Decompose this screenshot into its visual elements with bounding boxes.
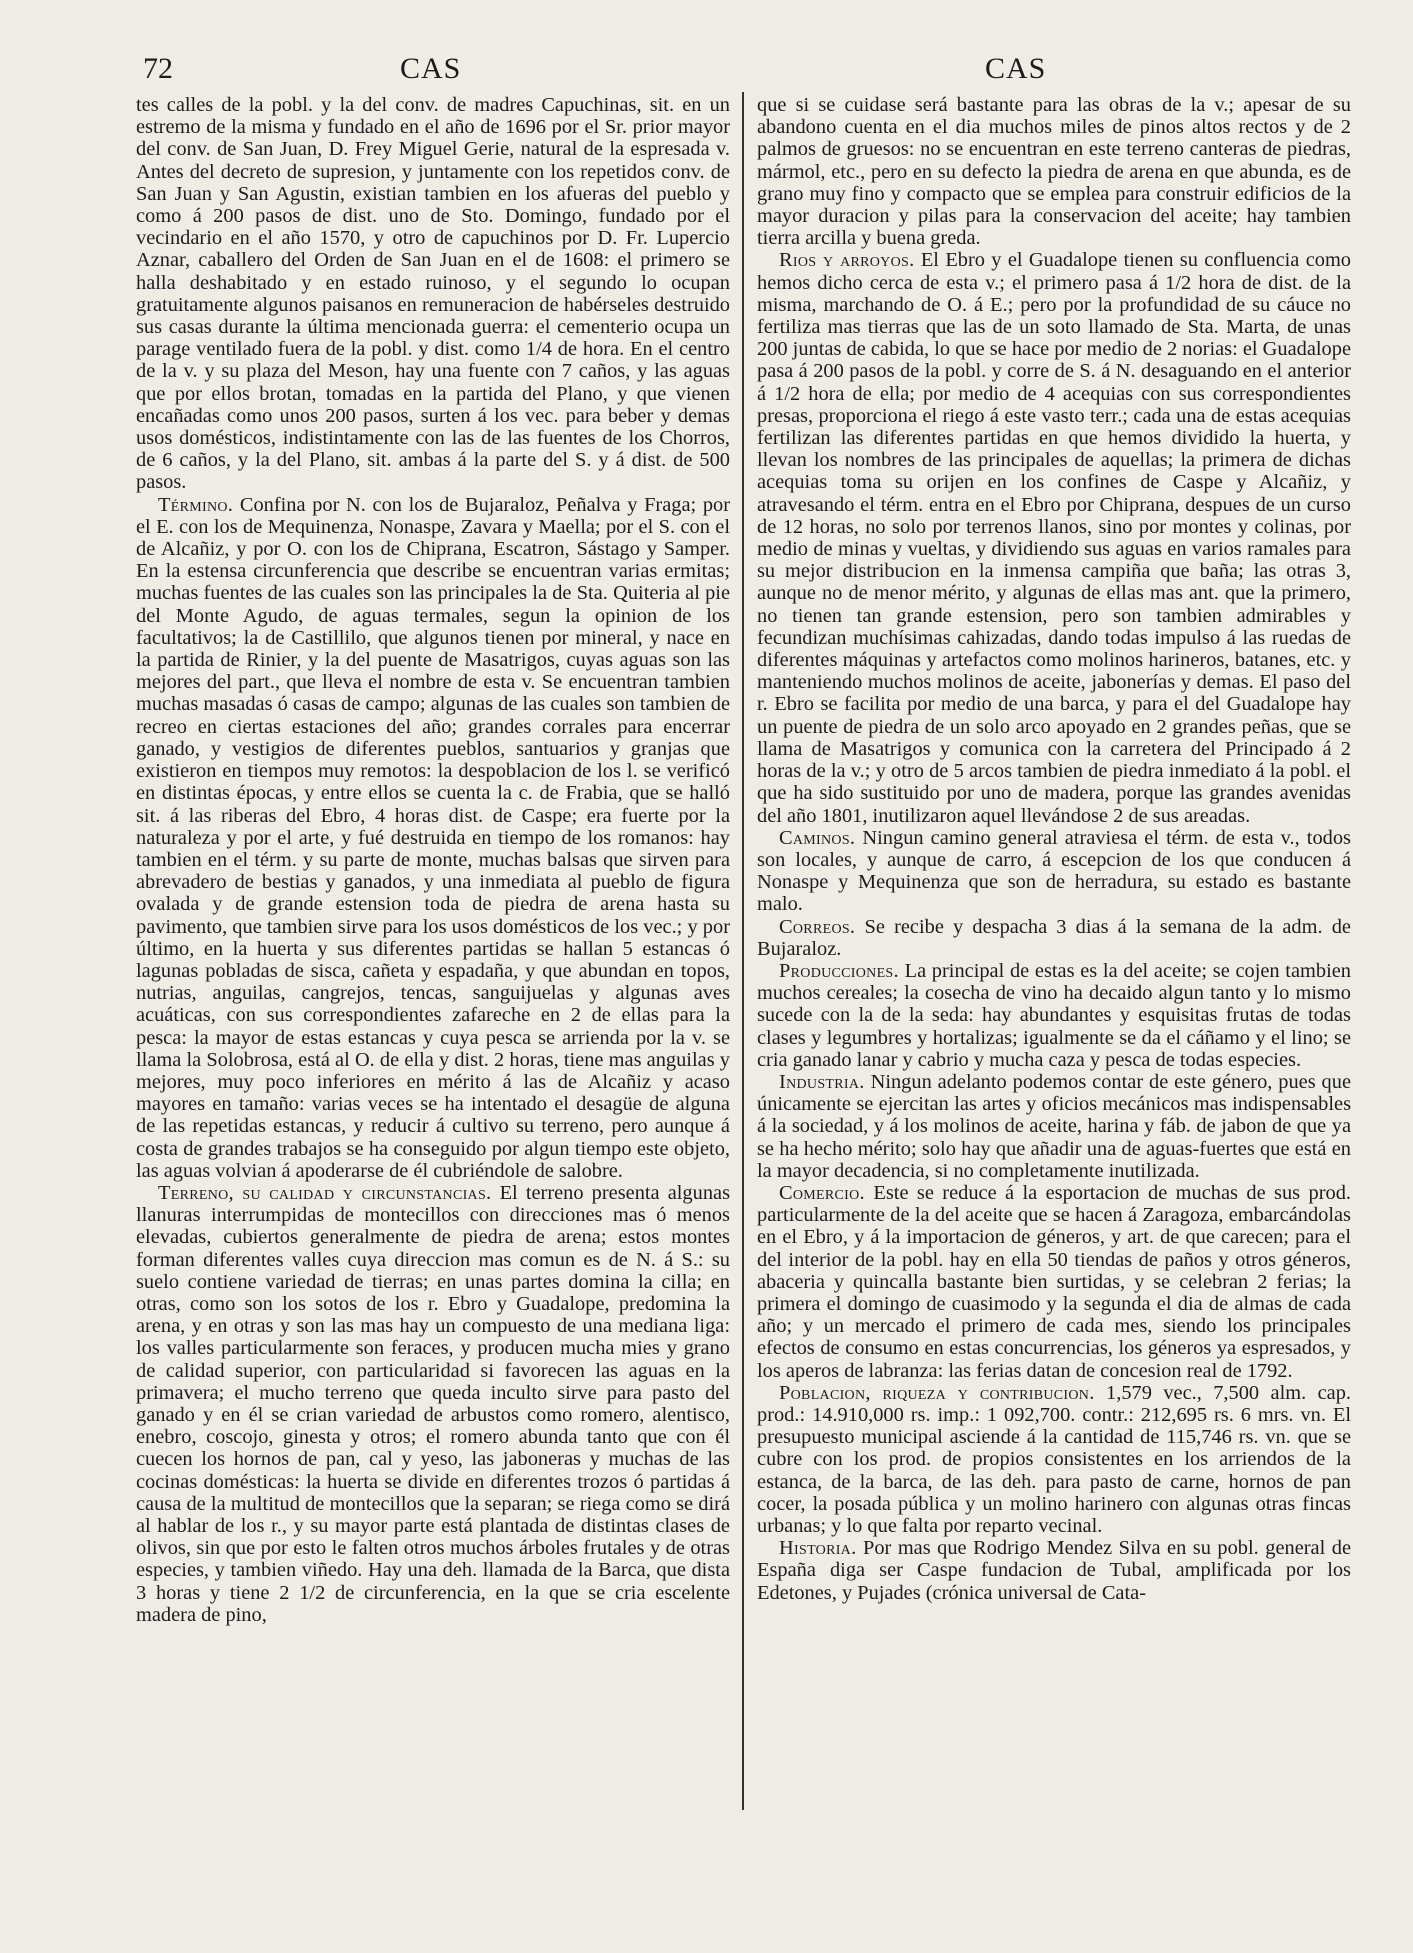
paragraph bbox=[757, 1071, 1351, 1182]
paragraph bbox=[757, 249, 1351, 826]
paragraph bbox=[136, 494, 730, 1182]
left-column bbox=[136, 94, 730, 1940]
paragraph bbox=[757, 916, 1351, 960]
paragraph bbox=[757, 827, 1351, 916]
column-divider bbox=[742, 92, 744, 1810]
paragraph-text: El Ebro y el Guadalope tienen su confluencia como hemos dicho cerca de esta v.; el primero pasa á 1/2 hora de dist. de la misma, marchando de O. á E.; pero por la profundidad de su cáuce no fertiliza mas tierras que las de un soto llamado de Sta. Marta, de unas 200 juntas de cabida, lo que se hace por medio de 2 norias: el Guadalope pasa á 200 pasos de la pobl. y corre de S. á N. desaguando en el anterior á 1/2 hora de ella; por medio de 4 acequias con sus correspondientes presas, proporciona el riego á este vasto terr.; cada una de estas acequias fertilizan las diferentes partidas en que hemos dividido la huerta, y llevan los nombres de las principales de aquellas; la primera de dichas acequias toma su orijen en los confines de Caspe y Alcañiz, y atravesando el térm. entra en el Ebro por Chiprana, despues de un curso de 12 horas, no solo por terrenos llanos, sino por montes y colinas, por medio de minas y vueltas, y dividiendo sus aguas en varios ramales para su mejor distribucion en la inmensa campiña que baña; las otras 3, aunque no de menor mérito, y algunas de ellas mas ant. que la primero, no tienen tan grande estension, pero son tambien admirables y fecundizan muchísimas cahizadas, dando todas impulso á las ruedas de diferentes máquinas y artefactos como molinos harineros, batanes, etc. y manteniendo muchos molinos de aceite, jabonerías y demas. El paso del r. Ebro se facilita por medio de una barca, y para el del Guadalope hay un puente de piedra de un solo arco apoyado en 2 grandes peñas, que se llama de Masatrigos y comunica con la carretera del Principado á 2 horas de la v.; y otro de 5 arcos tambien de piedra inmediato á la pobl. el que ha sido sustituido por uno de madera, porque las grandes avenidas del año 1801, inutilizaron aquel llevándose 2 de sus areadas. bbox=[757, 249, 1351, 827]
paragraph-text: tes calles de la pobl. y la del conv. de madres Capuchinas, sit. en un estremo de la misma y fundado en el año de 1696 por el Sr. prior mayor del conv. de San Juan, D. Frey Miguel Gerie, natural de la espresada v. Antes del decreto de supresion, y juntamente con los repetidos conv. de San Juan y San Agustin, existian tambien en los afueras del pueblo y como á 200 pasos de dist. uno de Sto. Domingo, fundado por el vecindario en el año 1570, y otro de capuchinos por D. Fr. Lupercio Aznar, caballero del Orden de San Juan en el de 1608: el primero se halla deshabitado y en estado ruinoso, y el segundo lo ocupan gratuitamente algunos paisanos en remuneracion de habérseles destruido sus casas durante la última mencionada guerra: el cementerio ocupa un parage ventilado fuera de la pobl. y dist. como 1/4 de hora. En el centro de la v. y su plaza del Meson, hay una fuente con 7 caños, y las aguas que por ellos brotan, tomadas en la partida del Plano, y que vienen encañadas como unos 200 pasos, surten á los vec. para beber y demas usos domésticos, indistintamente con las de las fuentes de los Chorros, de 6 caños, y la del Plano, sit. ambas á la parte del S. y á dist. de 500 pasos. bbox=[136, 94, 730, 494]
page-number: 72 bbox=[143, 52, 173, 85]
paragraph-text: Ningun adelanto podemos contar de este género, pues que únicamente se ejercitan las artes y oficios mecánicos mas indispensables á la sociedad, y á los molinos de aceite, harina y fáb. de jabon de que ya se ha hecho mérito; solo hay que añadir una de aguas-fuertes que está en la mayor decadencia, si no completamente inutilizada. bbox=[757, 1070, 1351, 1182]
paragraph-text: Por mas que Rodrigo Mendez Silva en su pobl. general de España diga ser Caspe fundacion de Tubal, amplificada por los Edetones, y Pujades (crónica universal de Cata- bbox=[757, 1537, 1351, 1604]
section-heading: Rios y arroyos. bbox=[779, 249, 915, 272]
paragraph-text: Ningun camino general atraviesa el térm. de esta v., todos son locales, y aunque de carro, á escepcion de los que conducen á Nonaspe y Mequinenza que son de herradura, su estado es bastante malo. bbox=[757, 826, 1351, 916]
section-heading: Caminos. bbox=[779, 826, 856, 849]
running-head-left: CAS bbox=[400, 52, 462, 85]
section-heading: Historia. bbox=[779, 1537, 857, 1560]
paragraph bbox=[136, 94, 730, 494]
section-heading: Correos. bbox=[779, 915, 856, 938]
paragraph-text: El terreno presenta algunas llanuras interrumpidas de montecillos con direcciones mas ó menos elevadas, cubiertos generalmente de piedra de arena; estos montes forman diferentes valles cuya direccion mas comun es de N. á S.: su suelo contiene variedad de tierras; en unas partes domina la cilla; en otras, como son los sotos de los r. Ebro y Guadalope, predomina la arena, y en otras y son las mas hay un compuesto de una mediana liga: los valles particularmente son feraces, y producen mucha mies y grano de calidad superior, con particularidad si favorecen las aguas en la primavera; el mucho terreno que queda inculto sirve para pasto del ganado y en él se crian variedad de arbustos como romero, alentisco, enebro, coscojo, ginesta y otros; el romero abunda tanto que con él cuecen los hornos de pan, cal y yeso, las jaboneras y muchas de las cocinas domésticas: la huerta se divide en diferentes trozos ó partidas á causa de la multitud de montecillos que la separan; se riega como se dirá al hablar de los r., y su mayor parte está plantada de distintas clases de olivos, sin que por esto le falten otros muchos árboles frutales y de otras especies, y tambien viñedo. Hay una deh. llamada de la Barca, que dista 3 horas y tiene 2 1/2 de circunferencia, en la que se cria escelente madera de pino, bbox=[136, 1181, 730, 1626]
paragraph-text: Se recibe y despacha 3 dias á la semana de la adm. de Bujaraloz. bbox=[757, 915, 1351, 960]
paragraph-text: Este se reduce á la esportacion de muchas de sus prod. particularmente de la del aceite que se hacen á Zaragoza, embarcándolas en el Ebro, y á la importacion de géneros, y art. de que carecen; para el del interior de la pobl. hay en ella 50 tiendas de paños y otros géneros, abaceria y quincalla bastante bien surtidas, y se celebran 2 ferias; la primera el domingo de cuasimodo y la segunda el dia de almas de cada año; y un mercado el primero de cada mes, siendo los principales efectos de consumo en estas concurrencias, los géneros ya espresados, y los aperos de labranza: las ferias datan de concesion real de 1792. bbox=[757, 1181, 1351, 1382]
section-heading: Comercio. bbox=[779, 1181, 865, 1204]
paragraph bbox=[757, 94, 1351, 249]
page-header bbox=[0, 52, 1413, 92]
paragraph bbox=[757, 960, 1351, 1071]
running-head-right: CAS bbox=[985, 52, 1047, 85]
paragraph-text: Confina por N. con los de Bujaraloz, Peñalva y Fraga; por el E. con los de Mequinenza, Nonaspe, Zavara y Maella; por el S. con el de Alcañiz, y por O. con los de Chiprana, Escatron, Sástago y Samper. En la estensa circunferencia que describe se encuentran varias ermitas; muchas fuentes de las cuales son las principales la de Sta. Quiteria al pie del Monte Agudo, de aguas termales, segun la opinion de los facultativos; la de Castillilo, que algunos tienen por mineral, y nace en la partida de Rinier, y la del puente de Masatrigos, cuyas aguas son las mejores del part., que lleva el nombre de esta v. Se encuentran tambien muchas masadas ó casas de campo; algunas de las cuales son tambien de recreo en ciertas estaciones del año; grandes corrales para encerrar ganado, y vestigios de diferentes pueblos, santuarios y granjas que existieron en tiempos muy remotos: la despoblacion de los l. se verificó en distintas épocas, y entre ellos se cuenta la c. de Frabia, que se halló sit. á las riberas del Ebro, 4 horas dist. de Caspe; era fuerte por la naturaleza y por el arte, y fué destruida en tiempo de los romanos: hay tambien en el térm. y su parte de monte, muchas balsas que sirven para abrevadero de bestias y ganados, y una inmediata al pueblo de figura ovalada y de grande estension toda de piedra de arena hasta su pavimento, que tambien sirve para los usos domésticos de los vec.; y por último, en la huerta y sus diferentes partidas se hallan 5 estancas ó lagunas pobladas de sisca, cañeta y espadaña, y que abundan en topos, nutrias, anguilas, cangrejos, tencas, sanguijuelas y algunas aves acuáticas, con sus correspondientes zafareche en 2 de ellas para la pesca: la mayor de estas estancas y cuya pesca se arrienda por la v. se llama la Solobrosa, está al O. de ella y dist. 2 horas, tiene mas anguilas y mejores, muy poco inferiores en mérito á las de Alcañiz y acaso mayores en tamaño: varias veces se ha intentado el desagüe de alguna de las repetidas estancas, y reducir á cultivo su terreno, pero aunque á costa de grandes trabajos se ha conseguido por algun tiempo este objeto, las aguas volvian á apoderarse de él cubriéndole de salobre. bbox=[136, 493, 730, 1182]
paragraph-text: que si se cuidase será bastante para las obras de la v.; apesar de su abandono cuenta en el dia muchos miles de pinos altos rectos y de 2 palmos de gruesos: no se encuentran en este terreno canteras de piedras, mármol, etc., pero en su defecto la piedra de arena en que abunda, es de grano muy fino y compacto que se emplea para construir edificios de la mayor duracion y pilas para la conservacion del aceite; hay tambien tierra arcilla y buena greda. bbox=[757, 94, 1351, 250]
section-heading: Poblacion, riqueza y contribucion. bbox=[779, 1381, 1095, 1404]
paragraph bbox=[136, 1182, 730, 1626]
right-column bbox=[757, 94, 1351, 1940]
paragraph-text: 1,579 vec., 7,500 alm. cap. prod.: 14.910,000 rs. imp.: 1 092,700. contr.: 212,695 rs. 6 mrs. vn. El presupuesto municipal asciende á la cantidad de 115,746 rs. vn. que se cubre con los prod. de propios consistentes en los arriendos de la estanca, de la barca, de las deh. para pasto de carne, hornos de pan cocer, la posada pública y un molino harinero con algunas otras fincas urbanas; y lo que falta por reparto vecinal. bbox=[757, 1381, 1351, 1537]
paragraph bbox=[757, 1382, 1351, 1537]
paragraph bbox=[757, 1182, 1351, 1382]
section-heading: Terreno, su calidad y circunstancias. bbox=[158, 1181, 492, 1204]
section-heading: Término. bbox=[158, 493, 234, 516]
paragraph bbox=[757, 1537, 1351, 1604]
section-heading: Producciones. bbox=[779, 959, 899, 982]
paragraph-text: La principal de estas es la del aceite; se cojen tambien muchos cereales; la cosecha de vino ha decaido algun tanto y lo mismo sucede con la de la seda: hay abundantes y esquisitas frutas de todas clases y legumbres y hortalizas; igualmente se da el cáñamo y el lino; se cria ganado lanar y cabrio y mucha caza y pesca de todas especies. bbox=[757, 959, 1351, 1071]
section-heading: Industria. bbox=[779, 1070, 865, 1093]
